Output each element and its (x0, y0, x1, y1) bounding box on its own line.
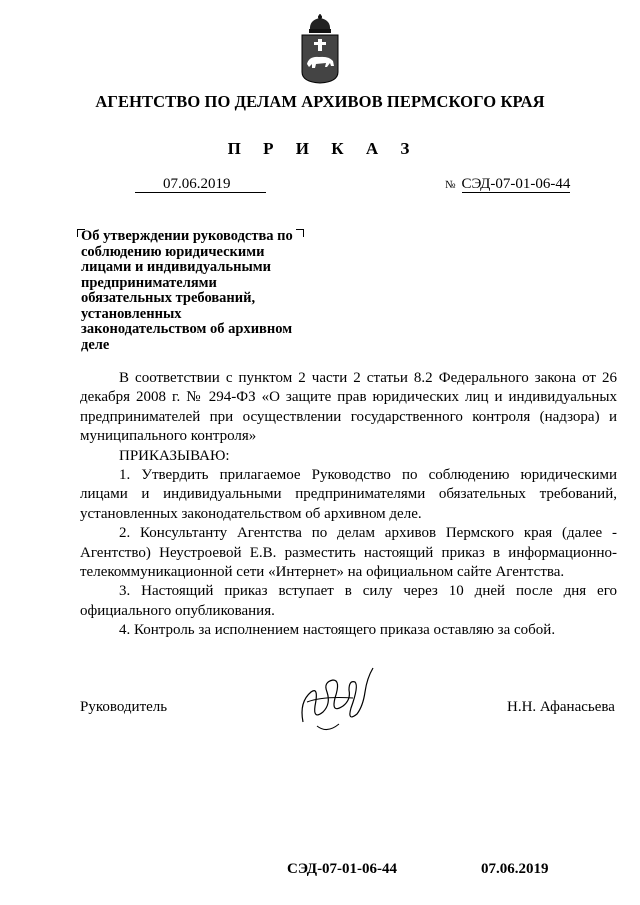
order-subject: Об утверждении руководства по соблюдению юридическими лицами и индивидуальными предпринимателями обязательных требований, установленных законодательством об архивном деле (81, 228, 293, 353)
signer-role: Руководитель (80, 699, 168, 715)
number-sign: № (445, 179, 456, 191)
order-body (80, 369, 617, 641)
preamble-paragraph: В соответствии с пунктом 2 части 2 статьи 8.2 Федерального закона от 26 декабря 2008 г. № 294-ФЗ «О защите прав юридических лиц и индивидуальных предпринимателей при осуществлении государственного контроля (надзора) и муниципального контроля» (80, 370, 617, 445)
order-date-value: 07.06.2019 (135, 177, 266, 193)
decree-word: ПРИКАЗЫВАЮ: (119, 447, 230, 464)
footer-document-date: 07.06.2019 (481, 861, 549, 877)
footer-document-number: СЭД-07-01-06-44 (287, 861, 398, 877)
order-item: 4. Контроль за исполнением настоящего приказа оставляю за собой. (119, 622, 556, 639)
perm-krai-coat-of-arms-icon (299, 14, 341, 84)
order-date (135, 176, 266, 193)
order-number (445, 176, 570, 193)
order-item: 3. Настоящий приказ вступает в силу через 10 дней после дня его официального опубликования. (80, 583, 617, 619)
signer-name: Н.Н. Афанасьева (507, 699, 615, 715)
handwritten-signature (293, 662, 378, 740)
agency-name: АГЕНТСТВО ПО ДЕЛАМ АРХИВОВ ПЕРМСКОГО КРАЯ (95, 92, 545, 111)
order-item: 2. Консультанту Агентства по делам архивов Пермского края (далее - Агентство) Неустроевой Е.В. разместить настоящий приказ в информационно-телекоммуникационной сети «Интернет» на официальном сайте Агентства. (80, 525, 617, 581)
order-number-value: СЭД-07-01-06-44 (461, 176, 571, 192)
document-type-title: П Р И К А З (227, 139, 419, 158)
order-item: 1. Утвердить прилагаемое Руководство по соблюдению юридическими лицами и индивидуальными предпринимателями обязательных требований, установленных законодательством об архивном деле. (80, 467, 617, 522)
